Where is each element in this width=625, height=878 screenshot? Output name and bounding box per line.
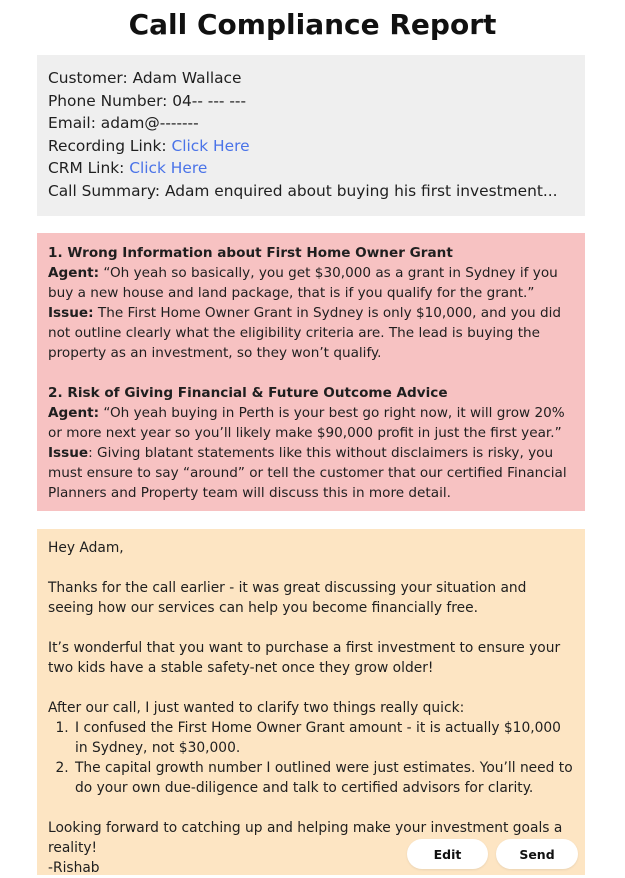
edit-button[interactable]: Edit — [407, 839, 488, 869]
issue-label: Issue: — [48, 305, 94, 321]
phone-number: Phone Number: 04-- --- --- — [48, 91, 246, 110]
issue-label: Issue — [48, 445, 89, 461]
issue-explanation-text: : Giving blatant statements like this without disclaimers is risky, you must ensure to say “around” or tell the customer that our certified Financial Planners and Property team will discuss this in more detail. — [48, 445, 567, 501]
email-address: Email: adam@------- — [48, 114, 199, 133]
agent-quote-text: “Oh yeah buying in Perth is your best go right now, it will grow 20% or more next year so you’ll likely make $90,000 profit in just the first year.” — [48, 405, 565, 441]
issue-explanation — [48, 303, 574, 363]
agent-quote-text: “Oh yeah so basically, you get $30,000 as a grant in Sydney if you buy a new house and land package, that is if you qualify for the grant.” — [48, 265, 558, 301]
issue-item — [48, 383, 574, 503]
issue-heading: 2. Risk of Giving Financial & Future Outcome Advice — [48, 385, 448, 401]
issue-item — [48, 243, 574, 363]
email-signature: -Rishab — [48, 860, 100, 876]
agent-label: Agent: — [48, 405, 100, 421]
issue-heading: 1. Wrong Information about First Home Owner Grant — [48, 245, 453, 261]
issue-explanation-text: The First Home Owner Grant in Sydney is only $10,000, and you did not outline clearly what the eligibility criteria are. The lead is buying the property as an investment, so they won’t qualify. — [48, 305, 562, 361]
agent-quote — [48, 263, 574, 303]
email-closing: Looking forward to catching up and helping make your investment goals a reality! — [48, 820, 563, 856]
customer-name: Customer: Adam Wallace — [48, 69, 242, 87]
call-info-panel — [37, 55, 585, 216]
email-greeting: Hey Adam, — [48, 540, 124, 556]
crm-link[interactable]: Click Here — [129, 159, 208, 178]
crm-row — [48, 157, 574, 180]
issue-explanation — [48, 443, 574, 503]
list-item: 2. The capital growth number I outlined were just estimates. You’ll need to do your own due-diligence and talk to certified advisors for clarity. — [73, 758, 574, 798]
crm-label: CRM Link: — [48, 159, 130, 178]
recording-row — [48, 135, 574, 158]
send-button[interactable]: Send — [496, 839, 578, 869]
agent-label: Agent: — [48, 265, 100, 281]
call-summary: Call Summary: Adam enquired about buying his first investment... — [48, 181, 558, 200]
page-title: Call Compliance Report — [128, 8, 497, 41]
email-paragraph: After our call, I just wanted to clarify two things really quick: — [48, 700, 465, 716]
agent-quote — [48, 403, 574, 443]
follow-up-email-draft[interactable] — [37, 529, 585, 875]
clarification-list — [48, 718, 574, 798]
compliance-issues-panel — [37, 233, 585, 511]
recording-link[interactable]: Click Here — [171, 136, 250, 155]
email-paragraph: It’s wonderful that you want to purchase a first investment to ensure your two kids have a stable safety-net once they grow older! — [48, 640, 561, 676]
email-paragraph: Thanks for the call earlier - it was great discussing your situation and seeing how our services can help you become financially free. — [48, 580, 527, 616]
list-item: 1. I confused the First Home Owner Grant amount - it is actually $10,000 in Sydney, not $30,000. — [73, 718, 574, 758]
recording-label: Recording Link: — [48, 136, 172, 155]
